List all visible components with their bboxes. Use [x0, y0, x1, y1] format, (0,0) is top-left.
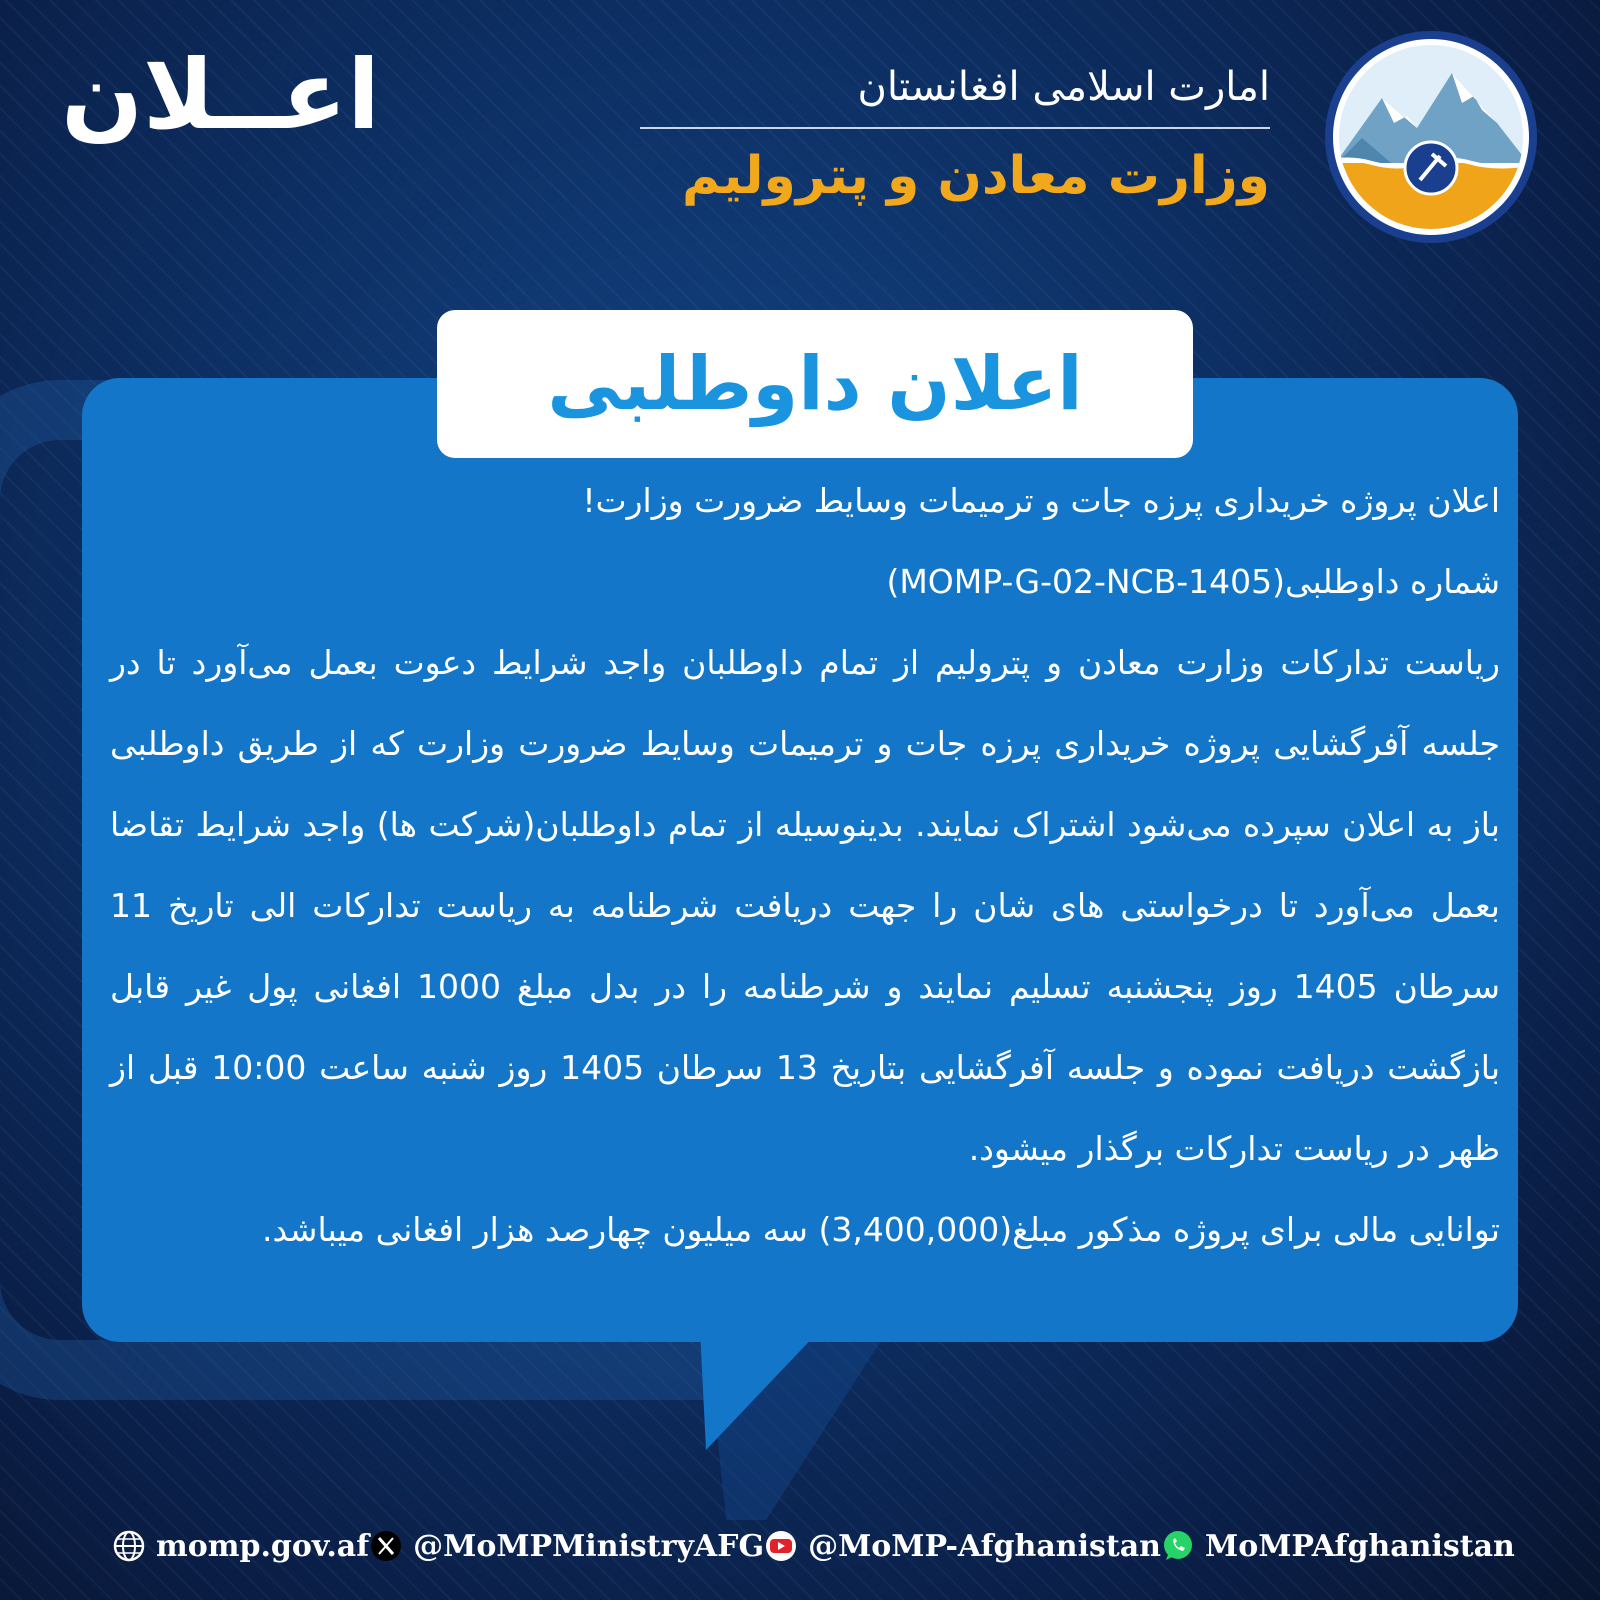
announcement-heading: اعلان پروژه خریداری پرزه جات و ترمیمات وسایط ضرورت وزارت!: [582, 481, 1500, 520]
financial-capacity: توانایی مالی برای پروژه مذکور مبلغ(3,400,000) سه میلیون چهارصد هزار افغانی میباشد.: [261, 1210, 1500, 1249]
globe-icon: [112, 1529, 146, 1563]
contact-footer: [112, 1518, 1515, 1574]
website-link[interactable]: [112, 1529, 369, 1564]
website-text: momp.gov.af: [156, 1528, 370, 1564]
x-link[interactable]: [369, 1529, 764, 1564]
ministry-logo: [1322, 28, 1540, 246]
badge-title: اعلان داوطلبی: [547, 341, 1083, 427]
whatsapp-link[interactable]: [1161, 1529, 1515, 1564]
emirate-name: امارت اسلامی افغانستان: [857, 64, 1270, 110]
x-logo-icon: [369, 1529, 403, 1563]
corner-announcement-title: اعــلان: [61, 39, 380, 151]
tender-announcement-badge: [437, 310, 1193, 458]
announcement-paragraph: ریاست تدارکات وزارت معادن و پترولیم از تمام داوطلبان واجد شرایط دعوت بعمل می‌آورد تا در جلسه آفرگشایی پروژه خریداری پرزه جات و ترمیمات وسایط ضرورت وزارت که از طریق داوطلبی باز به اعلان سپرده می‌شود اشتراک نمایند. بدینوسیله از تمام داوطلبان(شرکت ها) واجد شرایط تقاضا بعمل می‌آورد تا درخواستی های شان را جهت دریافت شرطنامه به ریاست تدارکات الی تاریخ 11 سرطان 1405 روز پنجشنبه تسلیم نمایند و شرطنامه را در بدل مبلغ 1000 افغانی پول غیر قابل بازگشت دریافت نموده و جلسه آفرگشایی بتاریخ 13 سرطان 1405 روز شنبه ساعت 10:00 قبل از ظهر در ریاست تدارکات برگذار میشود.: [110, 643, 1501, 1168]
youtube-icon: [764, 1529, 798, 1563]
ministry-name: وزارت معادن و پترولیم: [682, 146, 1270, 206]
youtube-handle-text: @MoMP-Afghanistan: [808, 1528, 1161, 1564]
ministry-header: [630, 55, 1270, 209]
header-divider: [640, 127, 1270, 129]
x-handle-text: @MoMPMinistryAFG: [413, 1528, 765, 1564]
announcement-body: [110, 460, 1500, 1270]
tender-number: شماره داوطلبی(MOMP-G-02-NCB-1405): [886, 562, 1500, 601]
whatsapp-handle-text: MoMPAfghanistan: [1204, 1528, 1515, 1564]
youtube-link[interactable]: [764, 1529, 1161, 1564]
whatsapp-icon: [1161, 1529, 1195, 1563]
